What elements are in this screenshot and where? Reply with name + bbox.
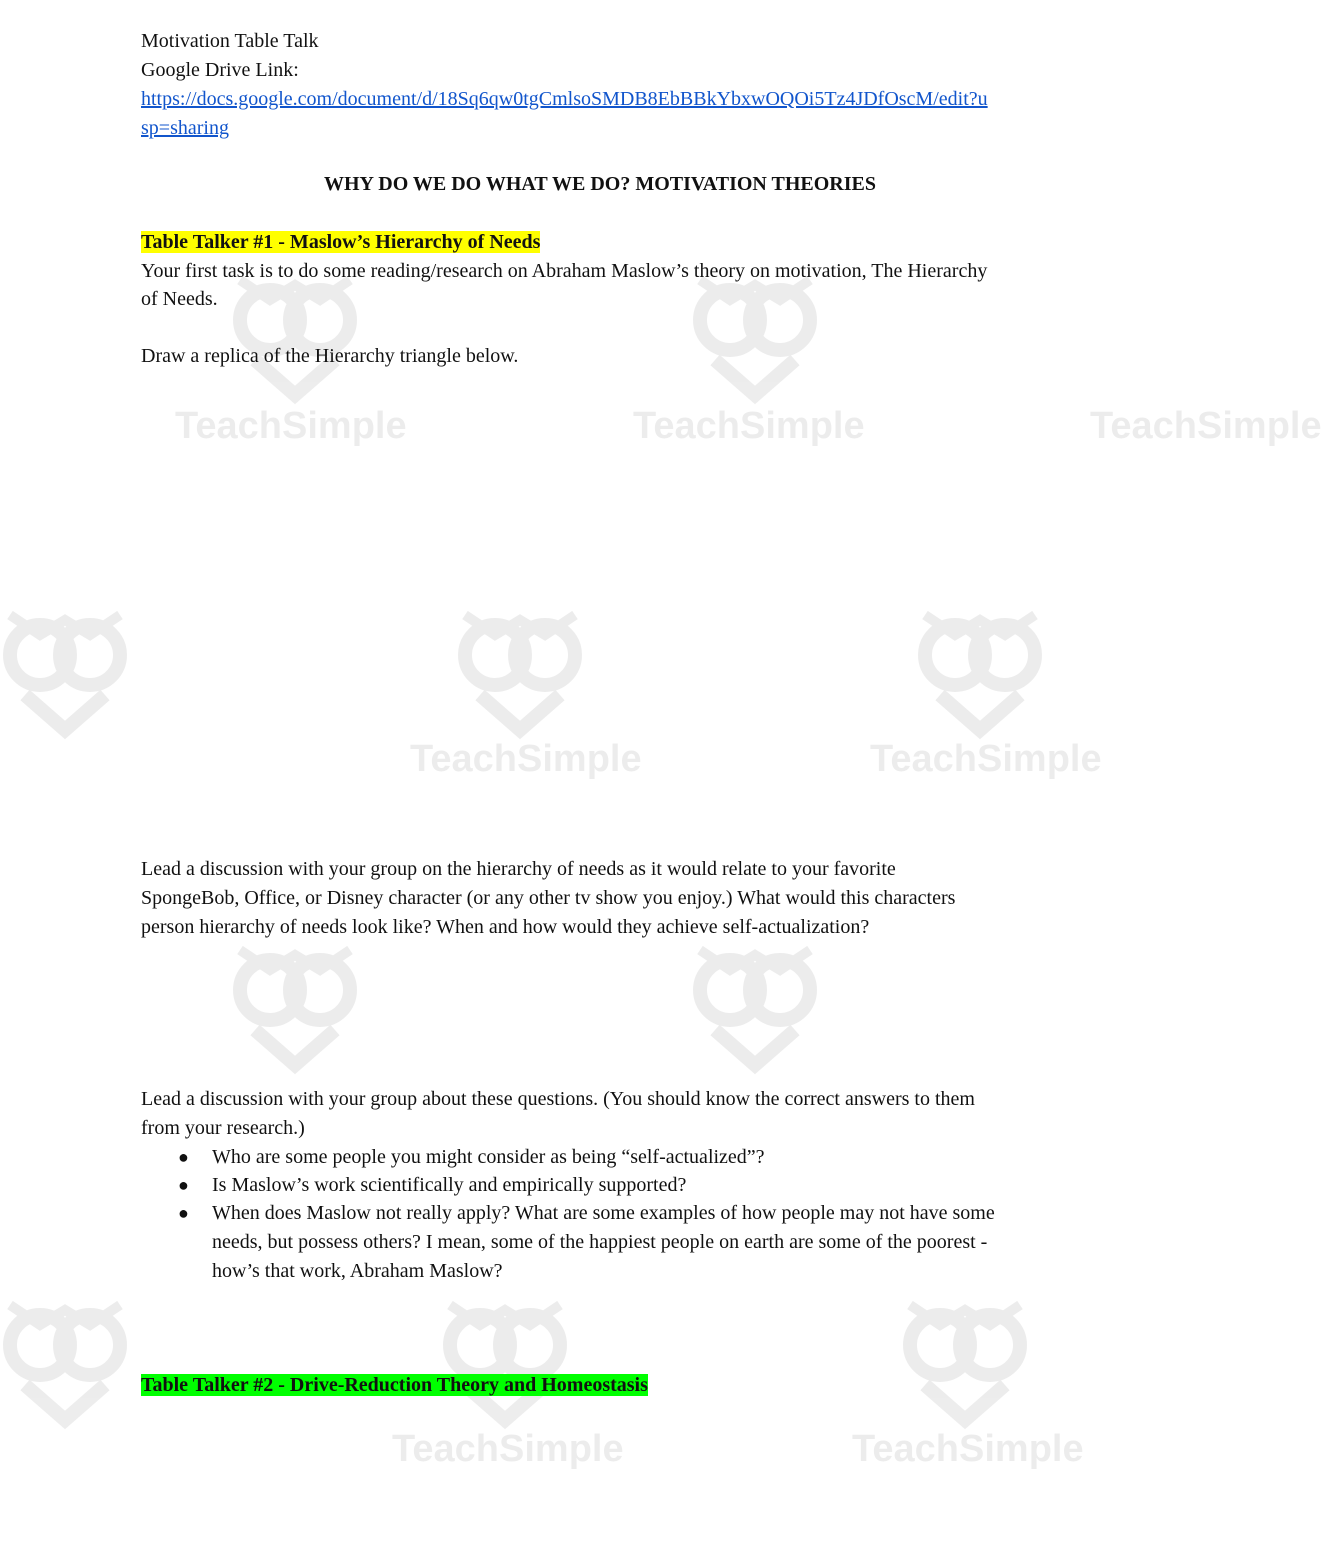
paragraph: from your research.) bbox=[141, 1117, 305, 1139]
watermark-text: TeachSimple bbox=[175, 405, 407, 447]
bullet-icon: ● bbox=[178, 1147, 189, 1167]
watermark-text: TeachSimple bbox=[392, 1428, 624, 1470]
section2-heading: Table Talker #2 - Drive-Reduction Theory and Homeostasis bbox=[141, 1374, 648, 1396]
list-item-text: Who are some people you might consider as being “self-actualized”? bbox=[212, 1146, 765, 1168]
owl-logo-icon bbox=[0, 595, 130, 735]
section1-heading-row bbox=[141, 228, 540, 257]
owl-logo-icon bbox=[230, 930, 360, 1070]
list-item-text: needs, but possess others? I mean, some of the happiest people on earth are some of the poorest - bbox=[212, 1231, 988, 1253]
list-item-text: how’s that work, Abraham Maslow? bbox=[212, 1260, 503, 1282]
paragraph: Draw a replica of the Hierarchy triangle below. bbox=[141, 345, 519, 367]
paragraph: of Needs. bbox=[141, 288, 218, 310]
watermark-text: TeachSimple bbox=[852, 1428, 1084, 1470]
drive-link[interactable]: https://docs.google.com/document/d/18Sq6qw0tgCmlsoSMDB8EbBBkYbxwOQOi5Tz4JDfOscM/edit?u bbox=[141, 88, 988, 110]
paragraph: Your first task is to do some reading/research on Abraham Maslow’s theory on motivation, The Hierarchy bbox=[141, 260, 988, 282]
bullet-icon: ● bbox=[178, 1175, 189, 1195]
owl-logo-icon bbox=[900, 1285, 1030, 1425]
section1-heading: Table Talker #1 - Maslow’s Hierarchy of Needs bbox=[141, 231, 541, 253]
page-title: WHY DO WE DO WHAT WE DO? MOTIVATION THEORIES bbox=[324, 173, 876, 195]
owl-logo-icon bbox=[455, 595, 585, 735]
drive-link-continued[interactable]: sp=sharing bbox=[141, 117, 229, 139]
owl-logo-icon bbox=[0, 1285, 130, 1425]
paragraph: person hierarchy of needs look like? When and how would they achieve self-actualization? bbox=[141, 916, 870, 938]
list-item-text: Is Maslow’s work scientifically and empirically supported? bbox=[212, 1174, 687, 1196]
doc-heading-line: Motivation Table Talk bbox=[141, 30, 319, 52]
drive-link-label: Google Drive Link: bbox=[141, 59, 299, 81]
bullet-icon: ● bbox=[178, 1203, 189, 1223]
watermark-text: TeachSimple bbox=[870, 738, 1102, 780]
watermark-text: TeachSimple bbox=[633, 405, 865, 447]
watermark-text: TeachSimple bbox=[410, 738, 642, 780]
paragraph: SpongeBob, Office, or Disney character (or any other tv show you enjoy.) What would this characters bbox=[141, 887, 956, 909]
list-item-text: When does Maslow not really apply? What are some examples of how people may not have some bbox=[212, 1202, 995, 1224]
paragraph: Lead a discussion with your group on the hierarchy of needs as it would relate to your favorite bbox=[141, 858, 896, 880]
owl-logo-icon bbox=[440, 1285, 570, 1425]
paragraph: Lead a discussion with your group about these questions. (You should know the correct answers to them bbox=[141, 1088, 975, 1110]
owl-logo-icon bbox=[915, 595, 1045, 735]
owl-logo-icon bbox=[690, 930, 820, 1070]
watermark-text: TeachSimple bbox=[1090, 405, 1322, 447]
section2-heading-row bbox=[141, 1371, 648, 1400]
